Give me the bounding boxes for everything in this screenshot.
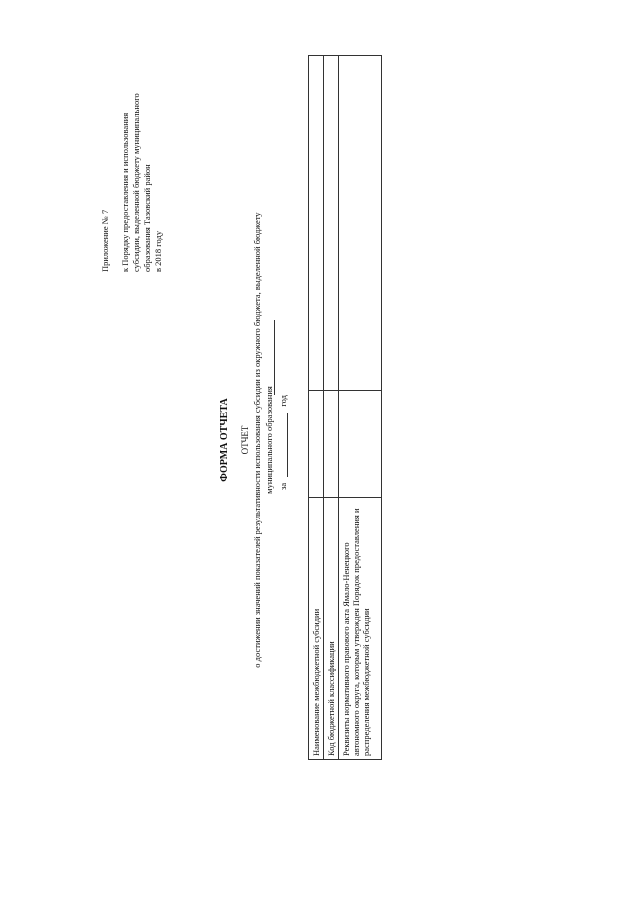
row-value-cell: [309, 56, 324, 391]
appendix-block: [100, 93, 164, 272]
table-row: [324, 56, 339, 760]
row-value-cell: [324, 391, 339, 498]
report-table: [308, 55, 382, 760]
for-label: за: [278, 482, 288, 490]
appendix-line: субсидии, выделенной бюджету муниципального: [131, 93, 141, 272]
form-title: ФОРМА ОТЧЕТА: [219, 398, 230, 482]
year-blank-line: [278, 413, 288, 477]
table-row: [309, 56, 324, 760]
row-label: Код бюджетной классификации: [324, 498, 339, 760]
appendix-line: к Порядку предоставления и использования: [120, 112, 130, 272]
row-label: Реквизиты нормативного правового акта Ямало-Ненецкого автономного округа, которым утвержден Порядок предоставления и распределения межбюджетной субсидии: [339, 498, 382, 760]
row-value-cell: [309, 391, 324, 498]
row-value-cell: [339, 391, 382, 498]
appendix-line: образования Тазовский район: [142, 164, 152, 272]
row-value-cell: [324, 56, 339, 391]
rotated-page: [80, 60, 420, 820]
row-value-cell: [339, 56, 382, 391]
report-period: [278, 395, 288, 490]
table-row: [339, 56, 382, 760]
municipality-blank-line: [274, 320, 275, 395]
report-title: ОТЧЕТ: [240, 425, 250, 455]
appendix-line: в 2018 году: [153, 230, 163, 272]
appendix-number: Приложение № 7: [100, 209, 110, 272]
report-subtitle: о достижении значений показателей результативности использования субсидии из окружного бюджета, выделенной бюджету: [252, 212, 262, 668]
row-label: Наименование межбюджетной субсидии: [309, 498, 324, 760]
year-label: год: [278, 395, 288, 407]
report-municipality: муниципального образования: [264, 386, 274, 494]
